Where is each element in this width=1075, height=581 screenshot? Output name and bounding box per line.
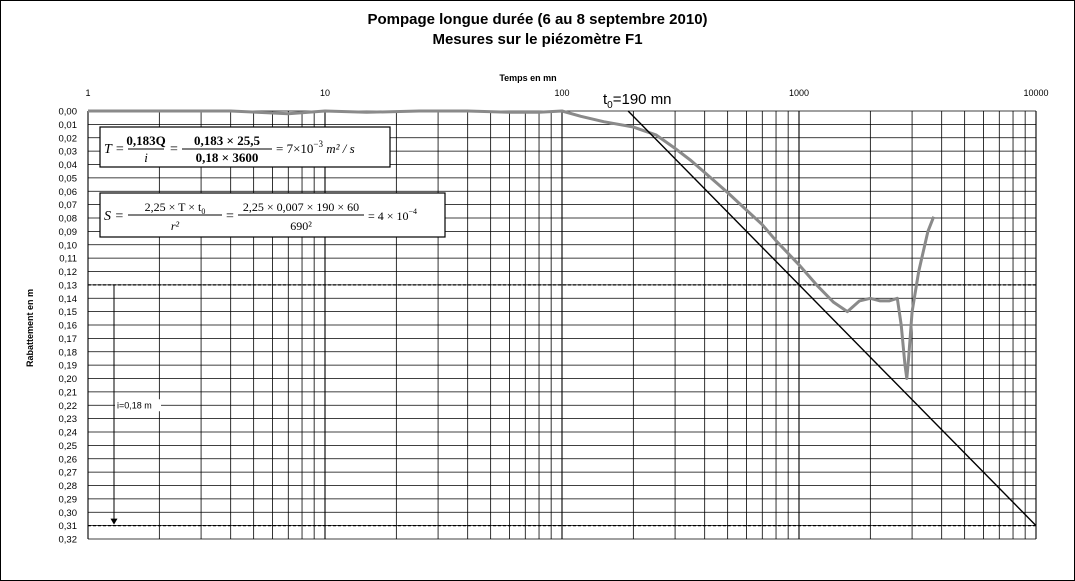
- formula-T-num1: 0,183Q: [126, 133, 166, 148]
- y-tick-label: 0,16: [58, 320, 77, 332]
- formula-S-lhs: S =: [104, 209, 124, 224]
- formula-T-box: [100, 127, 390, 167]
- y-tick-label: 0,05: [58, 173, 77, 185]
- formula-T-lhs: T =: [104, 142, 125, 157]
- x-tick-label: 1: [85, 88, 91, 98]
- y-tick-label: 0,12: [58, 267, 77, 278]
- y-tick-label: 0,23: [58, 414, 77, 426]
- y-tick-label: 0,02: [58, 133, 77, 145]
- y-tick-label: 0,31: [58, 521, 77, 533]
- y-tick-label: 0,18: [58, 347, 77, 359]
- y-tick-label: 0,29: [58, 494, 77, 506]
- formula-S-eq: =: [226, 209, 234, 224]
- y-tick-label: 0,25: [58, 440, 77, 452]
- x-tick-label: 10000: [1023, 88, 1049, 98]
- t0-label-main: t: [603, 91, 608, 108]
- y-tick-label: 0,19: [58, 360, 77, 372]
- t0-label-sub: 0: [607, 100, 613, 111]
- y-tick-label: 0,28: [58, 481, 77, 492]
- y-tick-labels: [59, 107, 78, 546]
- formula-S-num2: 2,25 × 0,007 × 190 × 60: [242, 200, 360, 214]
- y-tick-label: 0,14: [58, 293, 77, 305]
- x-tick-labels: [85, 88, 1048, 98]
- x-axis-label: Temps en mn: [499, 73, 557, 83]
- y-tick-label: 0,30: [58, 507, 77, 519]
- y-tick-label: 0,26: [58, 454, 77, 466]
- x-tick-label: 10: [319, 88, 331, 98]
- y-tick-label: 0,27: [58, 467, 77, 479]
- jacob-fit-line: [628, 111, 1036, 526]
- y-axis-label: Rabattement en m: [25, 288, 35, 368]
- formula-S-result: = $4 \times 10^{-4}$: [368, 207, 418, 223]
- t0-label: [603, 91, 672, 111]
- y-tick-label: 0,03: [58, 146, 77, 158]
- y-tick-label: 0,32: [58, 534, 77, 546]
- y-tick-label: 0,08: [58, 213, 77, 225]
- formula-T-result: = $7\times 10^{-3}$ m² / s: [276, 139, 355, 156]
- y-tick-label: 0,17: [58, 333, 77, 345]
- formula-T-eq: =: [170, 142, 178, 157]
- chart-subtitle: Mesures sur le piézomètre F1: [432, 31, 643, 48]
- y-tick-label: 0,06: [58, 186, 77, 198]
- formula-T-den2: 0,18 × 3600: [195, 150, 259, 165]
- i-label: i=0,18 m: [117, 400, 152, 411]
- formula-S-num1: $2,25 \times T \times t_0$: [144, 200, 206, 216]
- y-tick-label: 0,01: [58, 119, 77, 131]
- x-tick-label: 1000: [788, 88, 810, 98]
- y-tick-label: 0,04: [58, 160, 77, 171]
- y-tick-label: 0,09: [58, 226, 77, 238]
- formula-S-box: [100, 193, 445, 237]
- y-tick-label: 0,00: [58, 106, 77, 118]
- formula-T-den1: i: [144, 150, 148, 165]
- y-tick-label: 0,15: [58, 307, 77, 319]
- y-tick-label: 0,10: [58, 240, 77, 252]
- y-tick-label: 0,07: [58, 200, 77, 212]
- chart-title: Pompage longue durée (6 au 8 septembre 2010): [367, 11, 708, 28]
- y-tick-label: 0,13: [58, 280, 77, 292]
- x-tick-label: 100: [554, 88, 570, 98]
- y-tick-label: 0,11: [59, 253, 77, 265]
- formula-T-num2: 0,183 × 25,5: [194, 133, 260, 148]
- formula-S-den1: r²: [170, 219, 180, 233]
- grid: [88, 111, 1036, 539]
- i-arrow-head: [111, 519, 118, 525]
- y-tick-label: 0,24: [58, 427, 77, 439]
- y-tick-label: 0,22: [58, 400, 77, 412]
- formula-S-den2: 690²: [290, 219, 312, 233]
- y-tick-label: 0,20: [58, 374, 77, 385]
- y-tick-label: 0,21: [58, 387, 77, 399]
- t0-label-rest: =190 mn: [612, 91, 672, 108]
